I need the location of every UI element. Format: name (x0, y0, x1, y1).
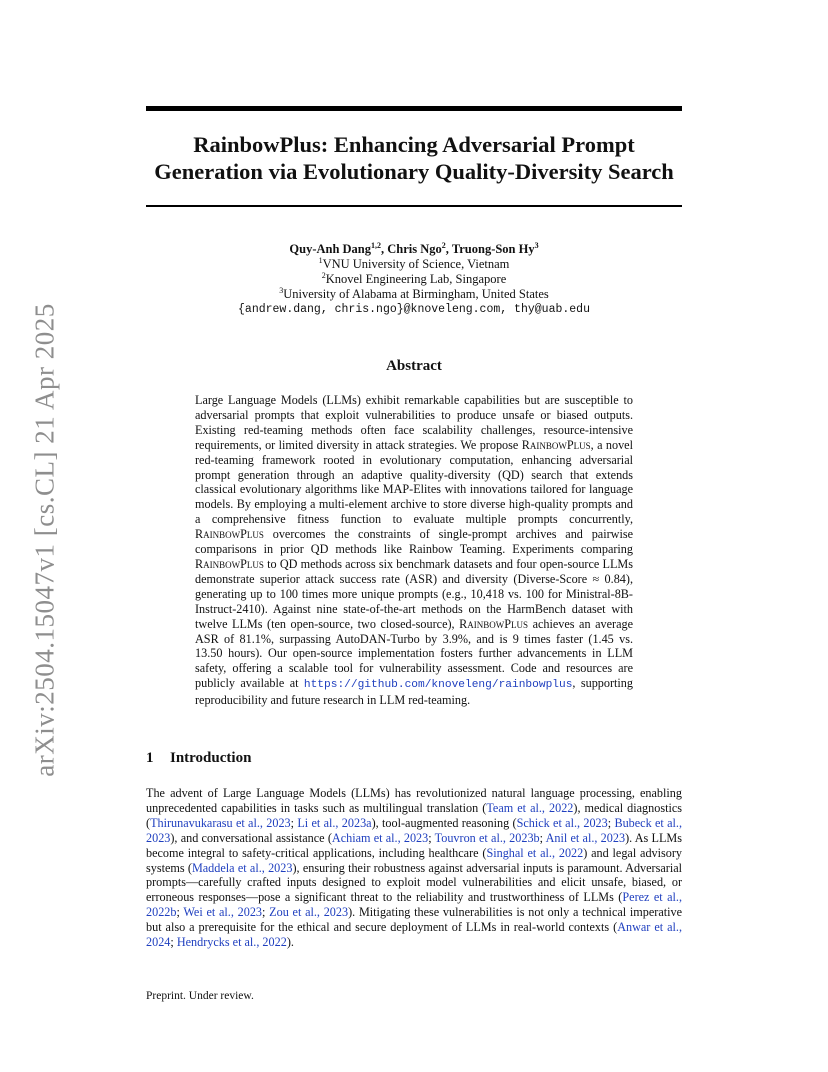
author-name: Truong-Son Hy (451, 242, 535, 256)
body-text: ; (290, 815, 298, 830)
citation-link[interactable]: Zou et al., 2023 (269, 905, 349, 920)
body-text: ; (176, 905, 184, 920)
method-name: RainbowPlus (195, 556, 264, 571)
abstract-text: Large Language Models (LLMs) exhibit remarkable capabilities but are susceptible to adversarial prompts that exploit vulnerabilities to produce unsafe or biased outputs. Existing red-teaming methods often face scalability challenges, resource-intensive requirements, or limited diversity in attack strategies. We propose (195, 393, 633, 452)
method-name: RainbowPlus (459, 616, 529, 631)
affiliation-text: VNU University of Science, Vietnam (322, 257, 510, 271)
citation-link[interactable]: Anil et al., 2023 (545, 830, 626, 845)
affiliation-mark: 1 (318, 256, 323, 265)
code-repository-link[interactable]: https://github.com/knoveleng/rainbowplus (303, 679, 573, 692)
body-text: ), medical diagnostics ( (146, 800, 682, 830)
author-name: Quy-Anh Dang (289, 242, 372, 256)
citation-link[interactable]: Singhal et al., 2022 (486, 845, 584, 860)
body-text: ; (262, 905, 270, 920)
body-text: ; (607, 815, 615, 830)
citation-link[interactable]: Bubeck et al., 2023 (146, 815, 682, 845)
affiliation (146, 257, 682, 272)
author-name: Chris Ngo (387, 242, 442, 256)
body-text: ), and conversational assistance ( (170, 830, 332, 845)
method-name: RainbowPlus (521, 437, 591, 452)
method-name: RainbowPlus (195, 527, 264, 542)
author-list: Quy-Anh Dang$^{1,2}$, Chris Ngo$^2$, Truong-Son Hy$^3$ (289, 241, 539, 256)
citation-link[interactable]: Thirunavukarasu et al., 2023 (150, 815, 291, 830)
citation-link[interactable]: Team et al., 2022 (486, 800, 574, 815)
citation-link[interactable]: Hendrycks et al., 2022 (176, 935, 287, 950)
affiliation (146, 287, 682, 302)
section-title: Introduction (170, 750, 252, 766)
affiliation-mark: 3 (279, 286, 284, 295)
author-block (146, 242, 682, 317)
title-line-2: Generation via Evolutionary Quality-Diversity Search (154, 159, 674, 184)
body-text: ; (539, 830, 546, 845)
introduction-paragraph (146, 786, 682, 950)
title-bottom-rule (146, 205, 682, 207)
body-text: ). (286, 935, 294, 950)
citation-link[interactable]: Anwar et al., 2024 (146, 920, 682, 950)
title-line-1: RainbowPlus: Enhancing Adversarial Prompt (193, 132, 635, 157)
citation-link[interactable]: Achiam et al., 2023 (331, 830, 429, 845)
citation-link[interactable]: Maddela et al., 2023 (191, 860, 293, 875)
abstract-heading: Abstract (386, 358, 442, 374)
body-text: ). As LLMs become integral to safety-critical applications, including healthcare ( (146, 830, 682, 860)
abstract-text: overcomes the constraints of single-prompt archives and pairwise comparisons in prior QD methods like Rainbow Teaming. Experiments comparing (195, 527, 633, 557)
citation-link[interactable]: Perez et al., 2022b (146, 890, 683, 920)
abstract-body (195, 393, 633, 708)
title-top-rule (146, 106, 682, 111)
body-text: ), tool-augmented reasoning ( (371, 815, 517, 830)
arxiv-identifier: arXiv:2504.15047v1 [cs.CL] 21 Apr 2025 (29, 303, 60, 777)
affiliation (146, 272, 682, 287)
citation-link[interactable]: Li et al., 2023a (297, 815, 372, 830)
body-text: ) and legal advisory systems ( (146, 845, 683, 875)
citation-link[interactable]: Touvron et al., 2023b (434, 830, 540, 845)
abstract-text: , a novel red-teaming framework rooted in evolutionary computation, enhancing adversarial prompt generation through an adaptive quality-diversity (QD) search that extends classical evolutionary algorithms like MAP-Elites with innovations tailored for language models. By employing a multi-element archive to store diverse high-quality prompts and a comprehensive fitness function to evaluate multiple prompts concurrently, (195, 437, 633, 527)
body-text: ; (170, 935, 177, 950)
body-text: ), ensuring their robustness against adversarial inputs is paramount. Adversarial prompts—carefully crafted inputs designed to exploit model vulnerabilities and elicit unsafe, biased, or erroneous responses—pose a significant threat to the reliability and trustworthiness of LLMs ( (146, 860, 683, 905)
abstract-text: to QD methods across six benchmark datasets and four open-source LLMs demonstrate superior attack success rate (ASR) and diversity (Diverse-Score ≈ 0.84), generating up to 100 times more unique prompts (e.g., 10,418 vs. 100 for Ministral-8B-Instruct-2410). Against nine state-of-the-art methods on the HarmBench dataset with twelve LLMs (ten open-source, two closed-source), (195, 556, 633, 631)
affiliation-text: University of Alabama at Birmingham, United States (283, 287, 549, 301)
abstract-text: , supporting reproducibility and future research in LLM red-teaming. (195, 676, 633, 708)
section-heading (146, 750, 251, 767)
body-text: ; (428, 830, 435, 845)
paper-title (146, 131, 682, 185)
section-number: 1 (146, 750, 154, 766)
author-emails: {andrew.dang, chris.ngo}@knoveleng.com, thy@uab.edu (238, 303, 590, 316)
body-text: The advent of Large Language Models (LLMs) has revolutionized natural language processing, enabling unprecedented capabilities in tasks such as multilingual translation ( (146, 786, 682, 815)
affiliation-text: Knovel Engineering Lab, Singapore (325, 272, 507, 286)
body-text: ). Mitigating these vulnerabilities is not only a technical imperative but also a prerequisite for the ethical and secure deployment of LLMs in real-world contexts ( (146, 905, 683, 935)
preprint-footer: Preprint. Under review. (146, 990, 254, 1002)
citation-link[interactable]: Wei et al., 2023 (183, 905, 263, 920)
citation-link[interactable]: Schick et al., 2023 (516, 815, 608, 830)
affiliation-mark: 2 (321, 271, 326, 280)
abstract-text: achieves an average ASR of 81.1%, surpassing AutoDAN-Turbo by 3.9%, and is 9 times faster (1.45 vs. 13.50 hours). Our open-source implementation fosters further advancements in LLM safety, offering a scalable tool for vulnerability assessment. Code and resources are publicly available at (195, 616, 633, 691)
author-affiliation-mark: 2 (441, 241, 446, 250)
author-affiliation-mark: 1,2 (371, 241, 382, 250)
author-affiliation-mark: 3 (534, 241, 539, 250)
